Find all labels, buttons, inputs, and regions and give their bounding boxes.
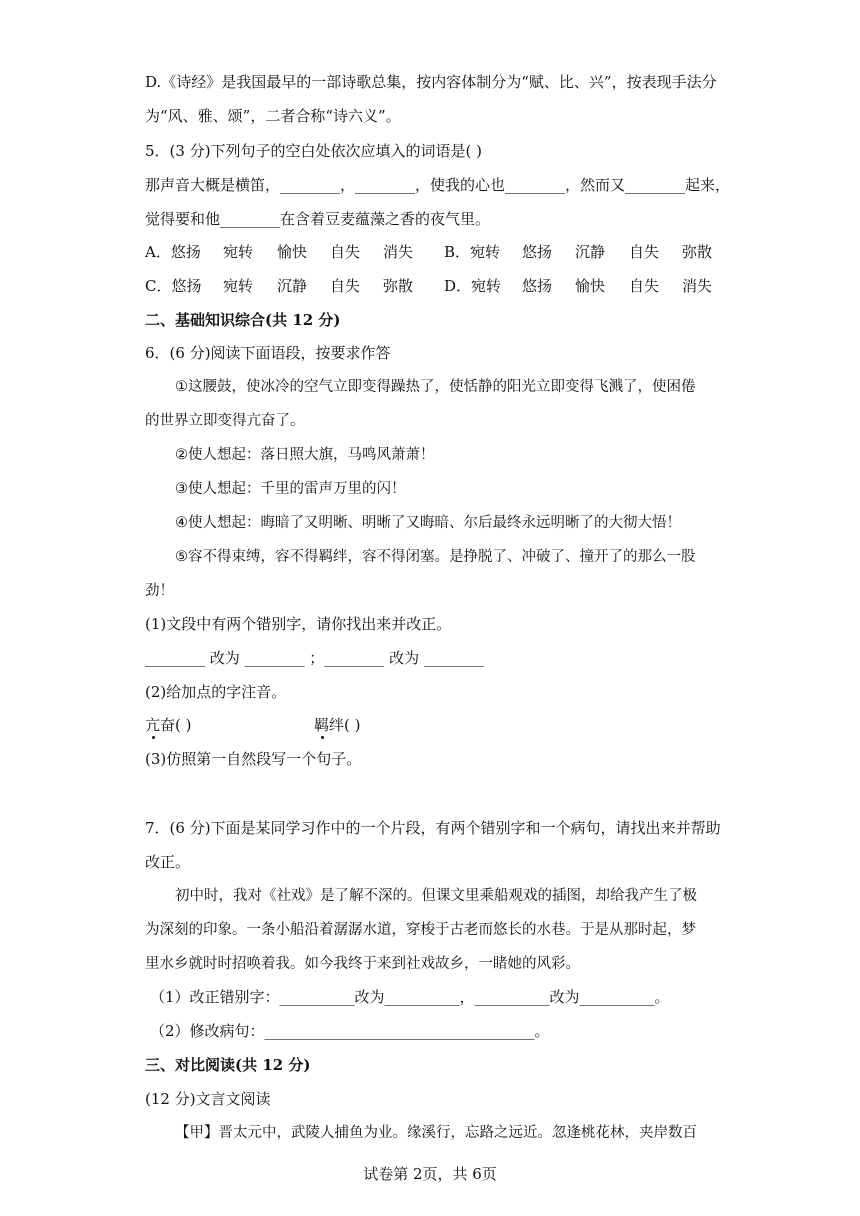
option-d-word-3: 愉快	[575, 277, 606, 295]
option-d-label: D．宛转	[444, 277, 502, 295]
option-a-word-5: 消失	[383, 243, 414, 261]
option-c-word-5: 弥散	[383, 277, 414, 295]
pinyin-item-1	[145, 715, 192, 735]
question-5-text-2: 觉得要和他________在含着豆麦蕴藻之香的夜气里。	[145, 210, 491, 228]
option-d-line-1: D.《诗经》是我国最早的一部诗歌总集，按内容体制分为“赋、比、兴”，按表现手法分	[145, 73, 717, 91]
dotted-char-1: 亢	[145, 716, 161, 734]
option-d-word-5: 消失	[682, 277, 713, 295]
option-b-word-3: 沉静	[575, 243, 606, 261]
option-a-word-3: 愉快	[277, 243, 308, 261]
passage-para-5b: 劲！	[145, 583, 174, 599]
option-b-label: B．宛转	[444, 243, 501, 261]
pinyin-item-2	[314, 715, 361, 735]
option-c-word-4: 自失	[330, 277, 361, 295]
question-7-stem-2: 改正。	[145, 853, 191, 871]
question-6-2: (2)给加点的字注音。	[145, 683, 287, 701]
option-a-label: A．悠扬	[145, 243, 201, 261]
option-d-line-2: 为“风、雅、颂”，二者合称“诗六义”。	[145, 107, 401, 125]
question-5-text-1: 那声音大概是横笛，________，________，使我的心也________，然而又________起来，	[145, 176, 731, 194]
option-c-word-3: 沉静	[277, 277, 308, 295]
passage-para-5a: ⑤容不得束缚，容不得羁绊，容不得闭塞。是挣脱了、冲破了、撞开了的那么一股	[175, 549, 696, 565]
option-b-word-2: 悠扬	[522, 243, 553, 261]
essay-para-3: 里水乡就时时招唤着我。如今我终于来到社戏故乡，一睹她的风彩。	[145, 956, 580, 972]
question-6-1-blanks: ________ 改为 ________ ；________ 改为 ________	[145, 649, 484, 667]
question-7-2: （2）修改病句：____________________________________。	[150, 1022, 550, 1040]
option-d-word-2: 悠扬	[522, 277, 553, 295]
essay-para-2: 为深刻的印象。一条小船沿着潺潺水道，穿梭于古老而悠长的水巷。于是从那时起，梦	[145, 922, 696, 938]
passage-para-1b: 的世界立即变得亢奋了。	[145, 413, 305, 429]
option-a-word-4: 自失	[330, 243, 361, 261]
option-a-word-2: 宛转	[223, 243, 254, 261]
dotted-char-2: 羁	[314, 716, 330, 734]
passage-para-2: ②使人想起：落日照大旗，马鸣风萧萧！	[175, 447, 435, 463]
section-2-heading: 二、基础知识综合(共 12 分)	[145, 311, 341, 329]
passage-para-3: ③使人想起：千里的雷声万里的闪！	[175, 481, 406, 497]
classical-text-jia: 【甲】晋太元中，武陵人捕鱼为业。缘溪行，忘路之远近。忽逢桃花林，夹岸数百	[175, 1125, 697, 1141]
option-b-word-4: 自失	[629, 243, 660, 261]
question-6-stem: 6．(6 分)阅读下面语段，按要求作答	[145, 344, 391, 362]
question-6-1: (1)文段中有两个错别字，请你找出来并改正。	[145, 615, 452, 633]
question-8-stem: (12 分)文言文阅读	[145, 1090, 271, 1108]
option-c-word-2: 宛转	[223, 277, 254, 295]
page-footer: 试卷第 2页，共 6页	[363, 1165, 497, 1183]
essay-para-1: 初中时，我对《社戏》是了解不深的。但课文里乘船观戏的插图，却给我产生了极	[175, 888, 697, 904]
question-5-stem: 5．(3 分)下列句子的空白处依次应填入的词语是( )	[145, 142, 483, 160]
question-7-1: （1）改正错别字：__________改为__________，__________改为__________。	[150, 988, 670, 1006]
passage-para-4: ④使人想起：晦暗了又明晰、明晰了又晦暗、尔后最终永远明晰了的大彻大悟！	[175, 515, 681, 531]
question-6-3: (3)仿照第一自然段写一个句子。	[145, 750, 362, 768]
option-c-label: C．悠扬	[145, 277, 202, 295]
pinyin-item-2-rest: 绊( )	[329, 716, 361, 734]
option-d-word-4: 自失	[629, 277, 660, 295]
question-7-stem-1: 7．(6 分)下面是某同学习作中的一个片段，有两个错别字和一个病句，请找出来并帮助	[145, 819, 721, 837]
option-b-word-5: 弥散	[682, 243, 713, 261]
pinyin-item-1-rest: 奋( )	[160, 716, 192, 734]
section-3-heading: 三、对比阅读(共 12 分)	[145, 1056, 311, 1074]
passage-para-1a: ①这腰鼓，使冰冷的空气立即变得躁热了，使恬静的阳光立即变得飞溅了，使困倦	[175, 379, 696, 395]
